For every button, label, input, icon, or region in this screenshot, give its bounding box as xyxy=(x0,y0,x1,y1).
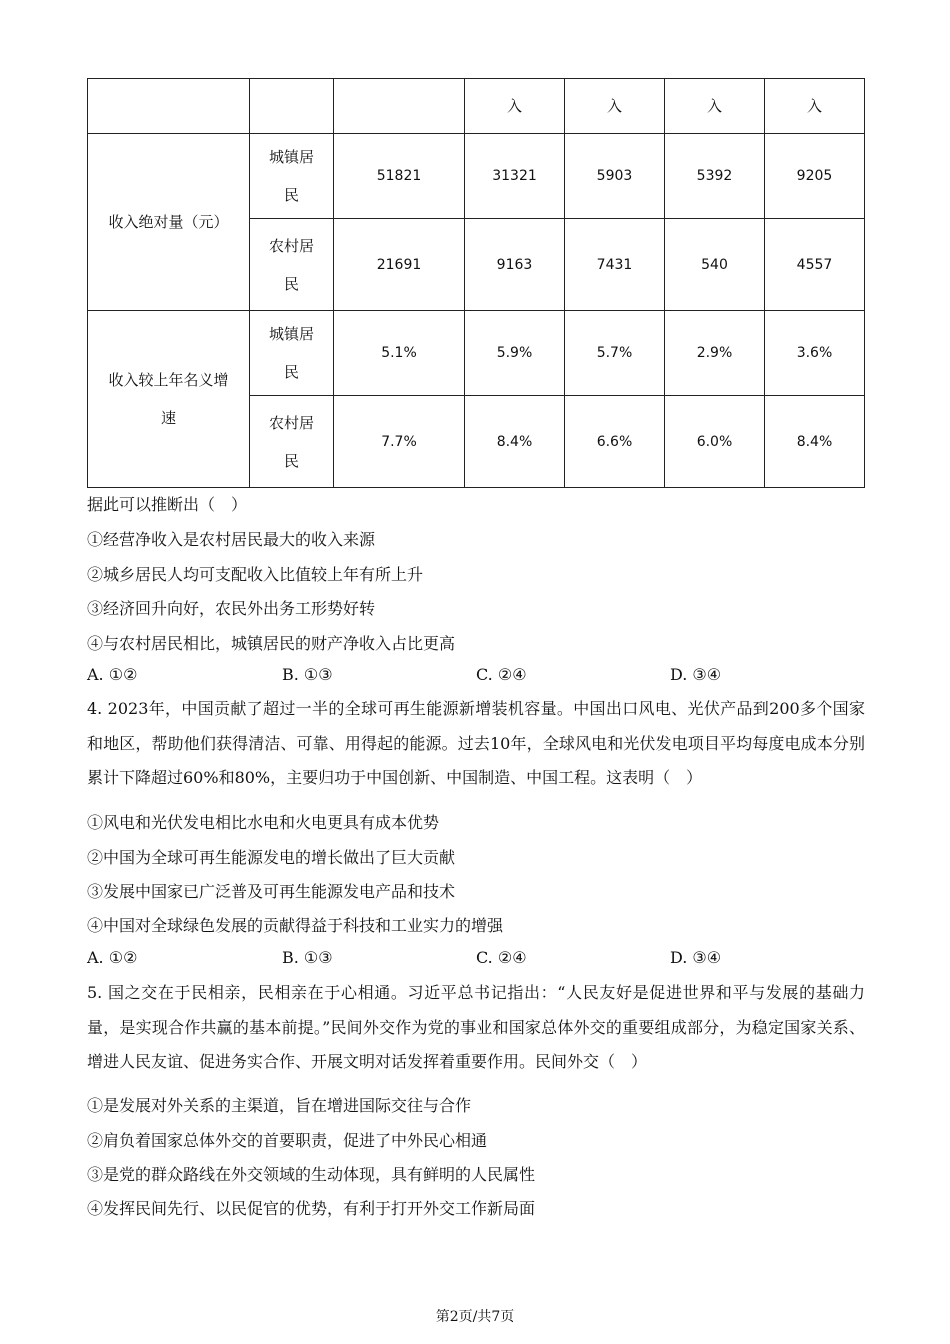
group-label-text: 收入绝对量（元） xyxy=(108,213,229,231)
row-label xyxy=(250,396,334,488)
table-row xyxy=(88,311,865,396)
group-label-text: 收入较上年名义增速 xyxy=(108,371,229,427)
table-cell: 9163 xyxy=(465,219,565,311)
table-cell: 540 xyxy=(665,219,765,311)
table-row xyxy=(88,134,865,219)
table-cell: 21691 xyxy=(334,219,465,311)
table-cell: 5.7% xyxy=(565,311,665,396)
option-b[interactable]: B. ①③ xyxy=(282,948,333,967)
question-stem: 据此可以推断出（ ） xyxy=(87,495,248,514)
statement: ④与农村居民相比，城镇居民的财产净收入占比更高 xyxy=(87,634,456,653)
page-footer: 第2页/共7页 xyxy=(435,1309,515,1325)
option-d[interactable]: D. ③④ xyxy=(670,665,722,684)
statement: ③发展中国家已广泛普及可再生能源发电产品和技术 xyxy=(87,882,456,901)
statement: ①经营净收入是农村居民最大的收入来源 xyxy=(87,530,376,549)
table-cell: 3.6% xyxy=(765,311,865,396)
header-cell xyxy=(250,79,334,134)
row-label xyxy=(250,134,334,219)
table-cell: 51821 xyxy=(334,134,465,219)
row-label xyxy=(250,311,334,396)
table-header-row xyxy=(88,79,865,134)
table-cell: 5392 xyxy=(665,134,765,219)
header-cell: 入 xyxy=(765,79,865,134)
option-a[interactable]: A. ①② xyxy=(87,948,138,967)
statement: ③是党的群众路线在外交领域的生动体现，具有鲜明的人民属性 xyxy=(87,1165,536,1184)
group-label-growth xyxy=(88,311,250,488)
table-cell: 8.4% xyxy=(765,396,865,488)
table-cell: 6.0% xyxy=(665,396,765,488)
statement: ①风电和光伏发电相比水电和火电更具有成本优势 xyxy=(87,813,440,832)
option-c[interactable]: C. ②④ xyxy=(476,665,527,684)
header-cell: 入 xyxy=(465,79,565,134)
table-cell: 6.6% xyxy=(565,396,665,488)
statement: ③经济回升向好，农民外出务工形势好转 xyxy=(87,599,376,618)
header-cell: 入 xyxy=(665,79,765,134)
header-cell xyxy=(88,79,250,134)
row-label-text: 城镇居民 xyxy=(269,325,315,381)
statement: ①是发展对外关系的主渠道，旨在增进国际交往与合作 xyxy=(87,1096,472,1115)
table-cell: 9205 xyxy=(765,134,865,219)
statement: ④发挥民间先行、以民促官的优势，有利于打开外交工作新局面 xyxy=(87,1199,536,1218)
statement: ②肩负着国家总体外交的首要职责，促进了中外民心相通 xyxy=(87,1131,488,1150)
option-a[interactable]: A. ①② xyxy=(87,665,138,684)
table-cell: 5903 xyxy=(565,134,665,219)
option-c[interactable]: C. ②④ xyxy=(476,948,527,967)
header-cell xyxy=(334,79,465,134)
table-cell: 2.9% xyxy=(665,311,765,396)
statement: ②城乡居民人均可支配收入比值较上年有所上升 xyxy=(87,565,424,584)
table-cell: 7431 xyxy=(565,219,665,311)
table-cell: 7.7% xyxy=(334,396,465,488)
answer-options xyxy=(87,948,867,970)
question-stem: 5. 国之交在于民相亲，民相亲在于心相通。习近平总书记指出：“人民友好是促进世界和平与发展的基础力量，是实现合作共赢的基本前提。”民间外交作为党的事业和国家总体外交的重要组成部分，为稳定国家关系、增进人民友谊、促进务实合作、开展文明对话发挥着重要作用。民间外交（ ） xyxy=(87,983,865,1071)
table-cell: 4557 xyxy=(765,219,865,311)
income-table xyxy=(87,78,865,488)
table-cell: 8.4% xyxy=(465,396,565,488)
answer-options xyxy=(87,665,867,687)
header-cell: 入 xyxy=(565,79,665,134)
statement: ②中国为全球可再生能源发电的增长做出了巨大贡献 xyxy=(87,848,456,867)
table-cell: 5.9% xyxy=(465,311,565,396)
row-label xyxy=(250,219,334,311)
group-label-absolute xyxy=(88,134,250,311)
statement: ④中国对全球绿色发展的贡献得益于科技和工业实力的增强 xyxy=(87,916,504,935)
table-cell: 31321 xyxy=(465,134,565,219)
row-label-text: 农村居民 xyxy=(269,413,315,470)
row-label-text: 农村居民 xyxy=(269,236,315,293)
row-label-text: 城镇居民 xyxy=(269,148,315,204)
question-stem: 4. 2023年，中国贡献了超过一半的全球可再生能源新增装机容量。中国出口风电、光伏产品到200多个国家和地区，帮助他们获得清洁、可靠、用得起的能源。过去10年，全球风电和光伏发电项目平均每度电成本分别累计下降超过60%和80%，主要归功于中国创新、中国制造、中国工程。这表明（ ） xyxy=(87,699,865,787)
table-cell: 5.1% xyxy=(334,311,465,396)
option-b[interactable]: B. ①③ xyxy=(282,665,333,684)
option-d[interactable]: D. ③④ xyxy=(670,948,722,967)
